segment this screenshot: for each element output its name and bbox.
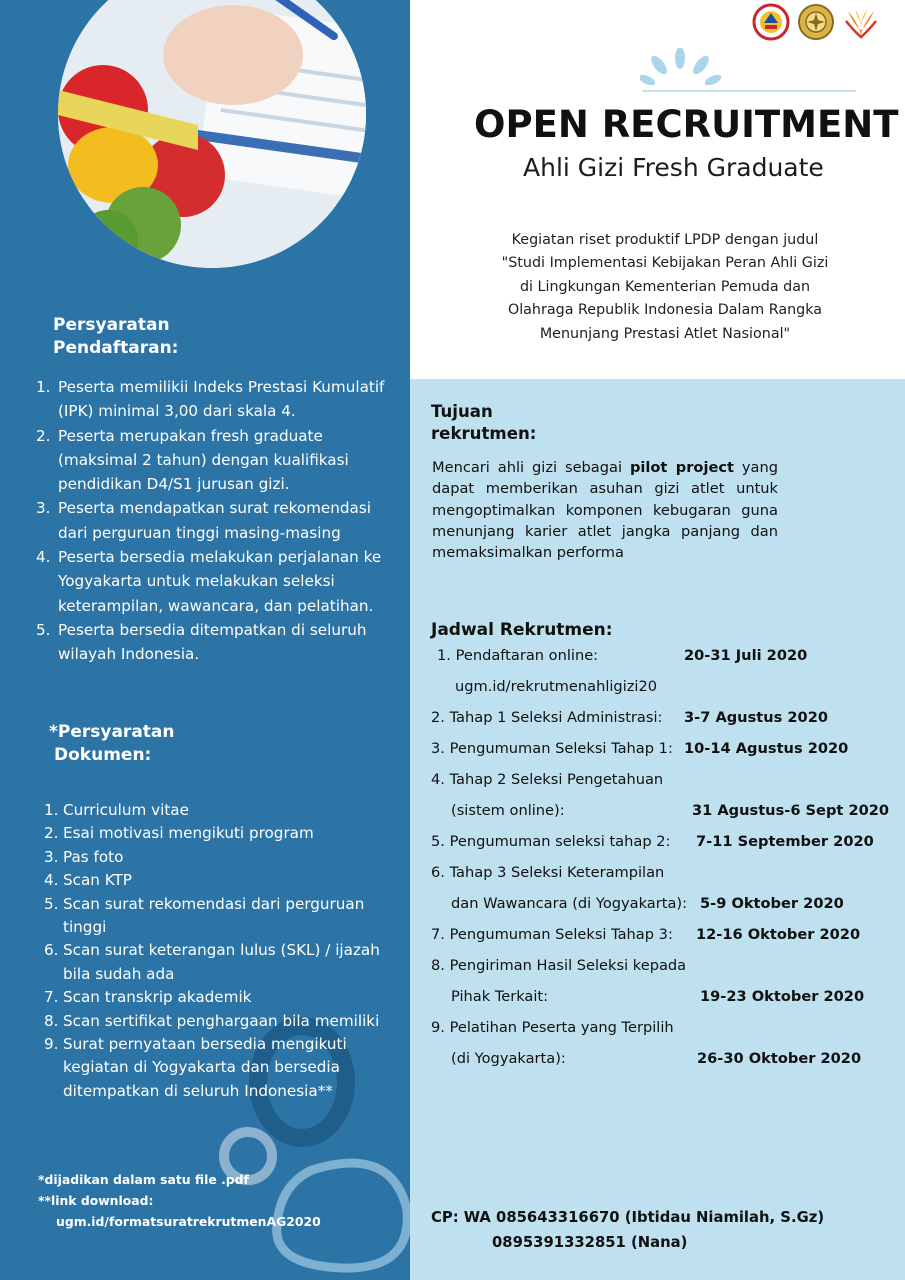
document-number: 9. (44, 1035, 59, 1054)
schedule-heading: Jadwal Rekrutmen: (431, 620, 613, 640)
schedule-label: 5. Pengumuman seleksi tahap 2: (431, 833, 671, 850)
document-item (44, 869, 394, 892)
left-panel (0, 0, 410, 1280)
schedule-date: 26-30 Oktober 2020 (697, 1050, 862, 1067)
documents-heading-line1: *Persyaratan (49, 722, 175, 742)
document-text: Curriculum vitae (63, 801, 189, 819)
footnotes (38, 1169, 368, 1232)
goal-text-before: Mencari ahli gizi sebagai (432, 459, 630, 476)
documents-heading (49, 721, 175, 767)
requirement-item (36, 496, 403, 545)
schedule-date: 12-16 Oktober 2020 (696, 926, 861, 943)
document-number: 5. (44, 894, 59, 913)
document-number: 8. (44, 1011, 59, 1030)
lpdp-logo-icon (842, 3, 880, 41)
requirement-number: 5. (36, 620, 51, 639)
nutrition-photo (58, 0, 366, 268)
requirement-number: 4. (36, 548, 51, 567)
splash-icon (640, 48, 722, 94)
requirement-text: Peserta mendapatkan surat rekomendasi dari perguruan tinggi masing-masing (58, 499, 371, 542)
footnote-download-link[interactable]: ugm.id/formatsuratrekrutmenAG2020 (56, 1214, 321, 1229)
document-item (44, 1033, 394, 1103)
requirement-item (36, 375, 403, 424)
requirement-number: 2. (36, 426, 51, 445)
schedule-label: 4. Tahap 2 Seleksi Pengetahuan (431, 771, 664, 788)
schedule-label: (sistem online): (451, 802, 565, 819)
footnote-link-label: **link download: (38, 1193, 154, 1208)
contact-line1: CP: WA 085643316670 (Ibtidau Niamilah, S.Gz) (431, 1209, 825, 1226)
nutrition-photo-illustration (58, 0, 366, 268)
goal-text-after: yang dapat memberikan asuhan gizi atlet untuk mengoptimalkan komponen kebugaran guna menunjang karier atlet jangka panjang dan memaksimalkan performa (432, 459, 779, 562)
requirement-item (36, 424, 403, 497)
document-number: 1. (44, 801, 59, 819)
document-item (44, 939, 394, 986)
intro-line: "Studi Implementasi Kebijakan Peran Ahli Gizi (501, 255, 829, 272)
schedule-date: 3-7 Agustus 2020 (684, 709, 829, 726)
schedule-label: 3. Pengumuman Seleksi Tahap 1: (431, 740, 673, 757)
document-item (44, 1010, 394, 1033)
contact-line2: 0895391332851 (Nana) (492, 1234, 688, 1251)
goal-text-bold: pilot project (629, 459, 734, 476)
page-title: OPEN RECRUITMENT (474, 103, 899, 146)
document-text: Esai motivasi mengikuti program (63, 824, 314, 843)
document-item (44, 986, 394, 1009)
document-text: Surat pernyataan bersedia mengikuti kegiatan di Yogyakarta dan bersedia ditempatkan di seluruh Indonesia** (63, 1035, 347, 1100)
document-number: 6. (44, 941, 59, 960)
requirement-number: 1. (36, 378, 51, 396)
schedule-label: 6. Tahap 3 Seleksi Keterampilan (431, 864, 665, 881)
schedule-label: 7. Pengumuman Seleksi Tahap 3: (431, 926, 673, 943)
requirement-text: Peserta bersedia ditempatkan di seluruh wilayah Indonesia. (58, 620, 367, 664)
logos (752, 3, 880, 41)
requirements-heading-line1: Persyaratan (53, 315, 170, 335)
document-number: 4. (44, 871, 59, 890)
document-text: Scan transkrip akademik (63, 988, 252, 1007)
schedule-date: 5-9 Oktober 2020 (700, 895, 844, 912)
schedule-label: dan Wawancara (di Yogyakarta): (451, 895, 688, 912)
schedule-label: 2. Tahap 1 Seleksi Administrasi: (431, 709, 663, 726)
schedule-date: 19-23 Oktober 2020 (700, 988, 865, 1005)
ugm-logo-icon (797, 3, 835, 41)
schedule-date: 31 Agustus-6 Sept 2020 (692, 802, 890, 819)
document-number: 2. (44, 824, 59, 843)
requirements-heading (53, 314, 178, 360)
document-item (44, 799, 394, 822)
requirements-heading-line2: Pendaftaran: (53, 338, 179, 358)
document-item (44, 846, 394, 869)
intro-line: Kegiatan riset produktif LPDP dengan judul (511, 232, 819, 248)
requirement-item (36, 545, 403, 618)
schedule-label: 9. Pelatihan Peserta yang Terpilih (431, 1019, 674, 1036)
schedule-label: Pihak Terkait: (451, 988, 549, 1005)
requirement-number: 3. (36, 499, 51, 518)
requirement-text: Peserta merupakan fresh graduate (maksimal 2 tahun) dengan kualifikasi pendidikan D4/S1 jurusan gizi. (58, 426, 349, 494)
documents-heading-line2: Dokumen: (54, 745, 152, 765)
document-text: Scan surat keterangan lulus (SKL) / ijazah bila sudah ada (63, 941, 380, 983)
schedule-date: 10-14 Agustus 2020 (684, 740, 849, 757)
title-divider (642, 90, 856, 92)
page-subtitle: Ahli Gizi Fresh Graduate (523, 153, 824, 182)
requirement-item (36, 618, 403, 667)
document-number: 7. (44, 988, 59, 1007)
document-text: Scan surat rekomendasi dari perguruan tinggi (63, 894, 365, 937)
document-text: Scan KTP (63, 871, 132, 890)
documents-list (44, 799, 394, 1103)
footnote-pdf: *dijadikan dalam satu file .pdf (38, 1172, 249, 1187)
schedule-label: 8. Pengiriman Hasil Seleksi kepada (431, 957, 687, 974)
requirement-text: Peserta memilikii Indeks Prestasi Kumulatif (IPK) minimal 3,00 dari skala 4. (58, 378, 385, 421)
contact-person (431, 1205, 824, 1255)
schedule-date: 20-31 Juli 2020 (684, 647, 808, 664)
intro-line: Menunjang Prestasi Atlet Nasional" (539, 325, 791, 342)
intro-line: Olahraga Republik Indonesia Dalam Rangka (507, 302, 823, 319)
goal-heading (431, 401, 536, 445)
document-number: 3. (44, 847, 59, 866)
schedule-link[interactable]: ugm.id/rekrutmenahligizi20 (455, 678, 658, 695)
schedule-label: 1. Pendaftaran online: (437, 647, 599, 664)
schedule-label: (di Yogyakarta): (451, 1050, 566, 1067)
requirement-text: Peserta bersedia melakukan perjalanan ke Yogyakarta untuk melakukan seleksi keterampilan, wawancara, dan pelatihan. (58, 548, 382, 615)
schedule-date: 7-11 September 2020 (696, 833, 874, 850)
intro-text (470, 229, 860, 346)
intro-line: di Lingkungan Kementerian Pemuda dan (519, 278, 811, 295)
document-text: Pas foto (63, 847, 124, 866)
document-item (44, 893, 394, 940)
document-item (44, 822, 394, 845)
document-text: Scan sertifikat penghargaan bila memiliki (63, 1011, 380, 1030)
requirements-list (36, 375, 403, 667)
kemenpora-logo-icon (752, 3, 790, 41)
goal-heading-line1: Tujuan (431, 402, 493, 421)
goal-heading-line2: rekrutmen: (431, 424, 537, 443)
goal-text (432, 457, 778, 563)
